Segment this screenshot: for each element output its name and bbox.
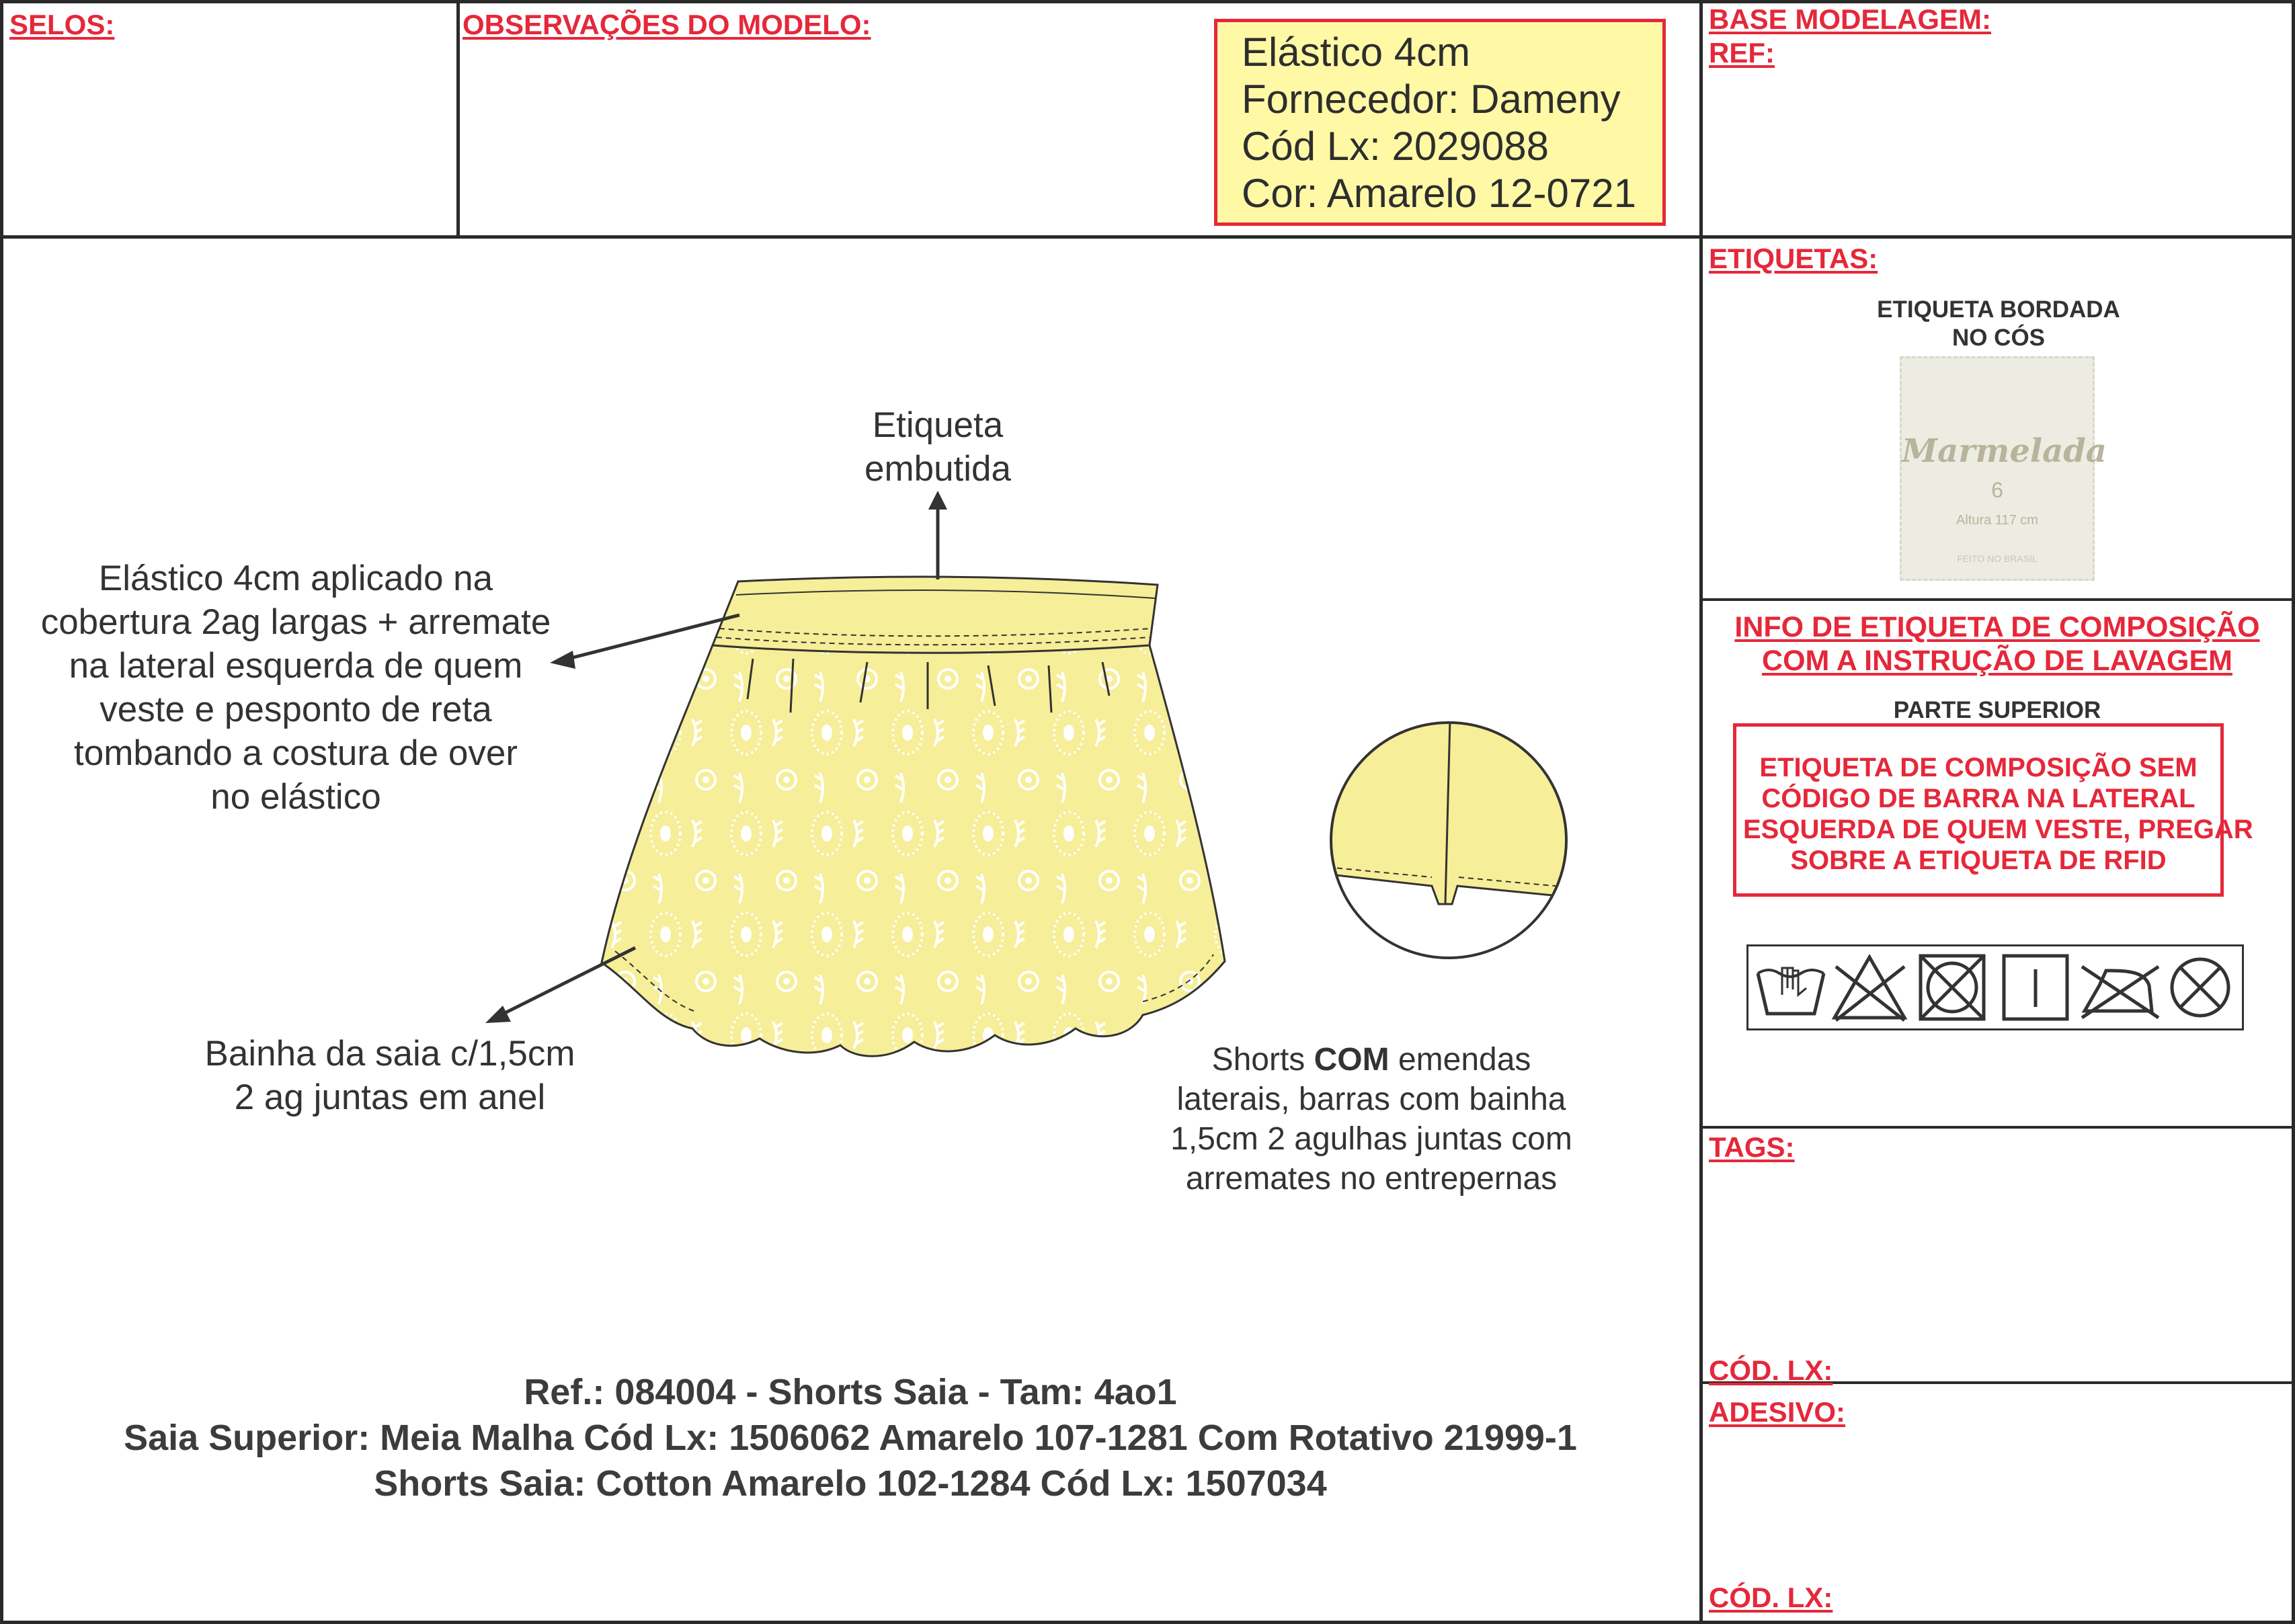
rfid-note-line: SOBRE A ETIQUETA DE RFID [1790, 846, 2167, 875]
rfid-note-line: CÓDIGO DE BARRA NA LATERAL [1761, 784, 2196, 813]
info-composicao-title [1701, 610, 2293, 678]
callout-line: arremates no entrepernas [1185, 1161, 1558, 1196]
elastic-note-line: Fornecedor: Dameny [1242, 77, 1621, 122]
callout-line: no elástico [210, 777, 381, 817]
rfid-note [1733, 723, 2253, 897]
no-dry-clean-icon [2172, 959, 2228, 1016]
title-line: ETIQUETA BORDADA [1877, 296, 2120, 323]
woven-label-image [1900, 356, 2107, 581]
sidebar-divider-1 [1699, 598, 2295, 601]
hand-wash-icon [1758, 968, 1824, 1014]
elastic-note-line: Elástico 4cm [1242, 30, 1471, 75]
callout-line: Bainha da saia c/1,5cm [204, 1034, 575, 1073]
callout-text: Shorts [1211, 1042, 1314, 1078]
footer-line-1: Ref.: 084004 - Shorts Saia - Tam: 4ao1 [524, 1372, 1177, 1412]
no-tumble-dry-icon [1921, 956, 1984, 1019]
callout-line: tombando a costura de over [74, 733, 518, 773]
etiqueta-bordada-title [1802, 296, 2196, 352]
cod-lx-label-1: CÓD. LX: [1709, 1354, 1833, 1386]
rfid-note-line: ETIQUETA DE COMPOSIÇÃO SEM [1759, 753, 2198, 782]
cod-lx-label-2: CÓD. LX: [1709, 1582, 1833, 1613]
etiquetas-label: ETIQUETAS: [1709, 243, 1878, 274]
callout-line: na lateral esquerda de quem [69, 646, 523, 686]
base-modelagem-label: BASE MODELAGEM: [1709, 3, 1991, 35]
footer-line-2: Saia Superior: Meia Malha Cód Lx: 1506062 Amarelo 107-1281 Com Rotativo 21999-1 [124, 1418, 1577, 1458]
callout-line: 1,5cm 2 agulhas juntas com [1170, 1121, 1572, 1157]
title-line: COM A INSTRUÇÃO DE LAVAGEM [1762, 645, 2232, 677]
footer-line-3: Shorts Saia: Cotton Amarelo 102-1284 Cód Lx: 1507034 [374, 1463, 1327, 1504]
elastic-note-line: Cód Lx: 2029088 [1242, 124, 1549, 169]
elastic-note-line: Cor: Amarelo 12-0721 [1242, 171, 1636, 216]
waistband [713, 577, 1158, 653]
callout-line: embutida [864, 449, 1012, 489]
label-height: Altura 117 cm [1956, 513, 2038, 528]
label-brand: Marmelada [1902, 432, 2107, 470]
callout-line: Etiqueta [872, 405, 1004, 445]
label-made-in: FEITO NO BRASIL [1957, 553, 2038, 564]
callout-line: Elástico 4cm aplicado na [98, 559, 493, 598]
sidebar-divider-2 [1699, 1126, 2295, 1129]
callout-line: 2 ag juntas em anel [234, 1078, 546, 1117]
callout-line: veste e pesponto de reta [99, 690, 492, 729]
parte-superior-label: PARTE SUPERIOR [1893, 697, 2101, 723]
title-line: NO CÓS [1951, 325, 2046, 351]
title-line: INFO DE ETIQUETA DE COMPOSIÇÃO [1734, 611, 2260, 643]
observacoes-label: OBSERVAÇÕES DO MODELO: [462, 9, 871, 40]
callout-line: laterais, barras com bainha [1176, 1082, 1566, 1117]
border-right [2292, 0, 2295, 1624]
callout-text-bold: COM [1314, 1042, 1390, 1078]
ref-label: REF: [1709, 37, 1775, 69]
no-iron-icon [2082, 967, 2159, 1018]
selos-label: SELOS: [9, 9, 115, 40]
callout-line: cobertura 2ag largas + arremate [40, 602, 551, 642]
care-symbols-row [1748, 946, 2242, 1028]
no-bleach-icon [1835, 957, 1904, 1020]
line-dry-icon [2004, 956, 2067, 1019]
tags-label: TAGS: [1709, 1131, 1795, 1163]
adesivo-label: ADESIVO: [1709, 1396, 1846, 1428]
label-size: 6 [1991, 478, 2003, 502]
care-symbols [1746, 944, 2244, 1030]
skirt-body [602, 645, 1225, 1056]
rfid-note-line: ESQUERDA DE QUEM VESTE, PREGAR [1743, 815, 2253, 844]
callout-text: emendas [1389, 1042, 1531, 1078]
